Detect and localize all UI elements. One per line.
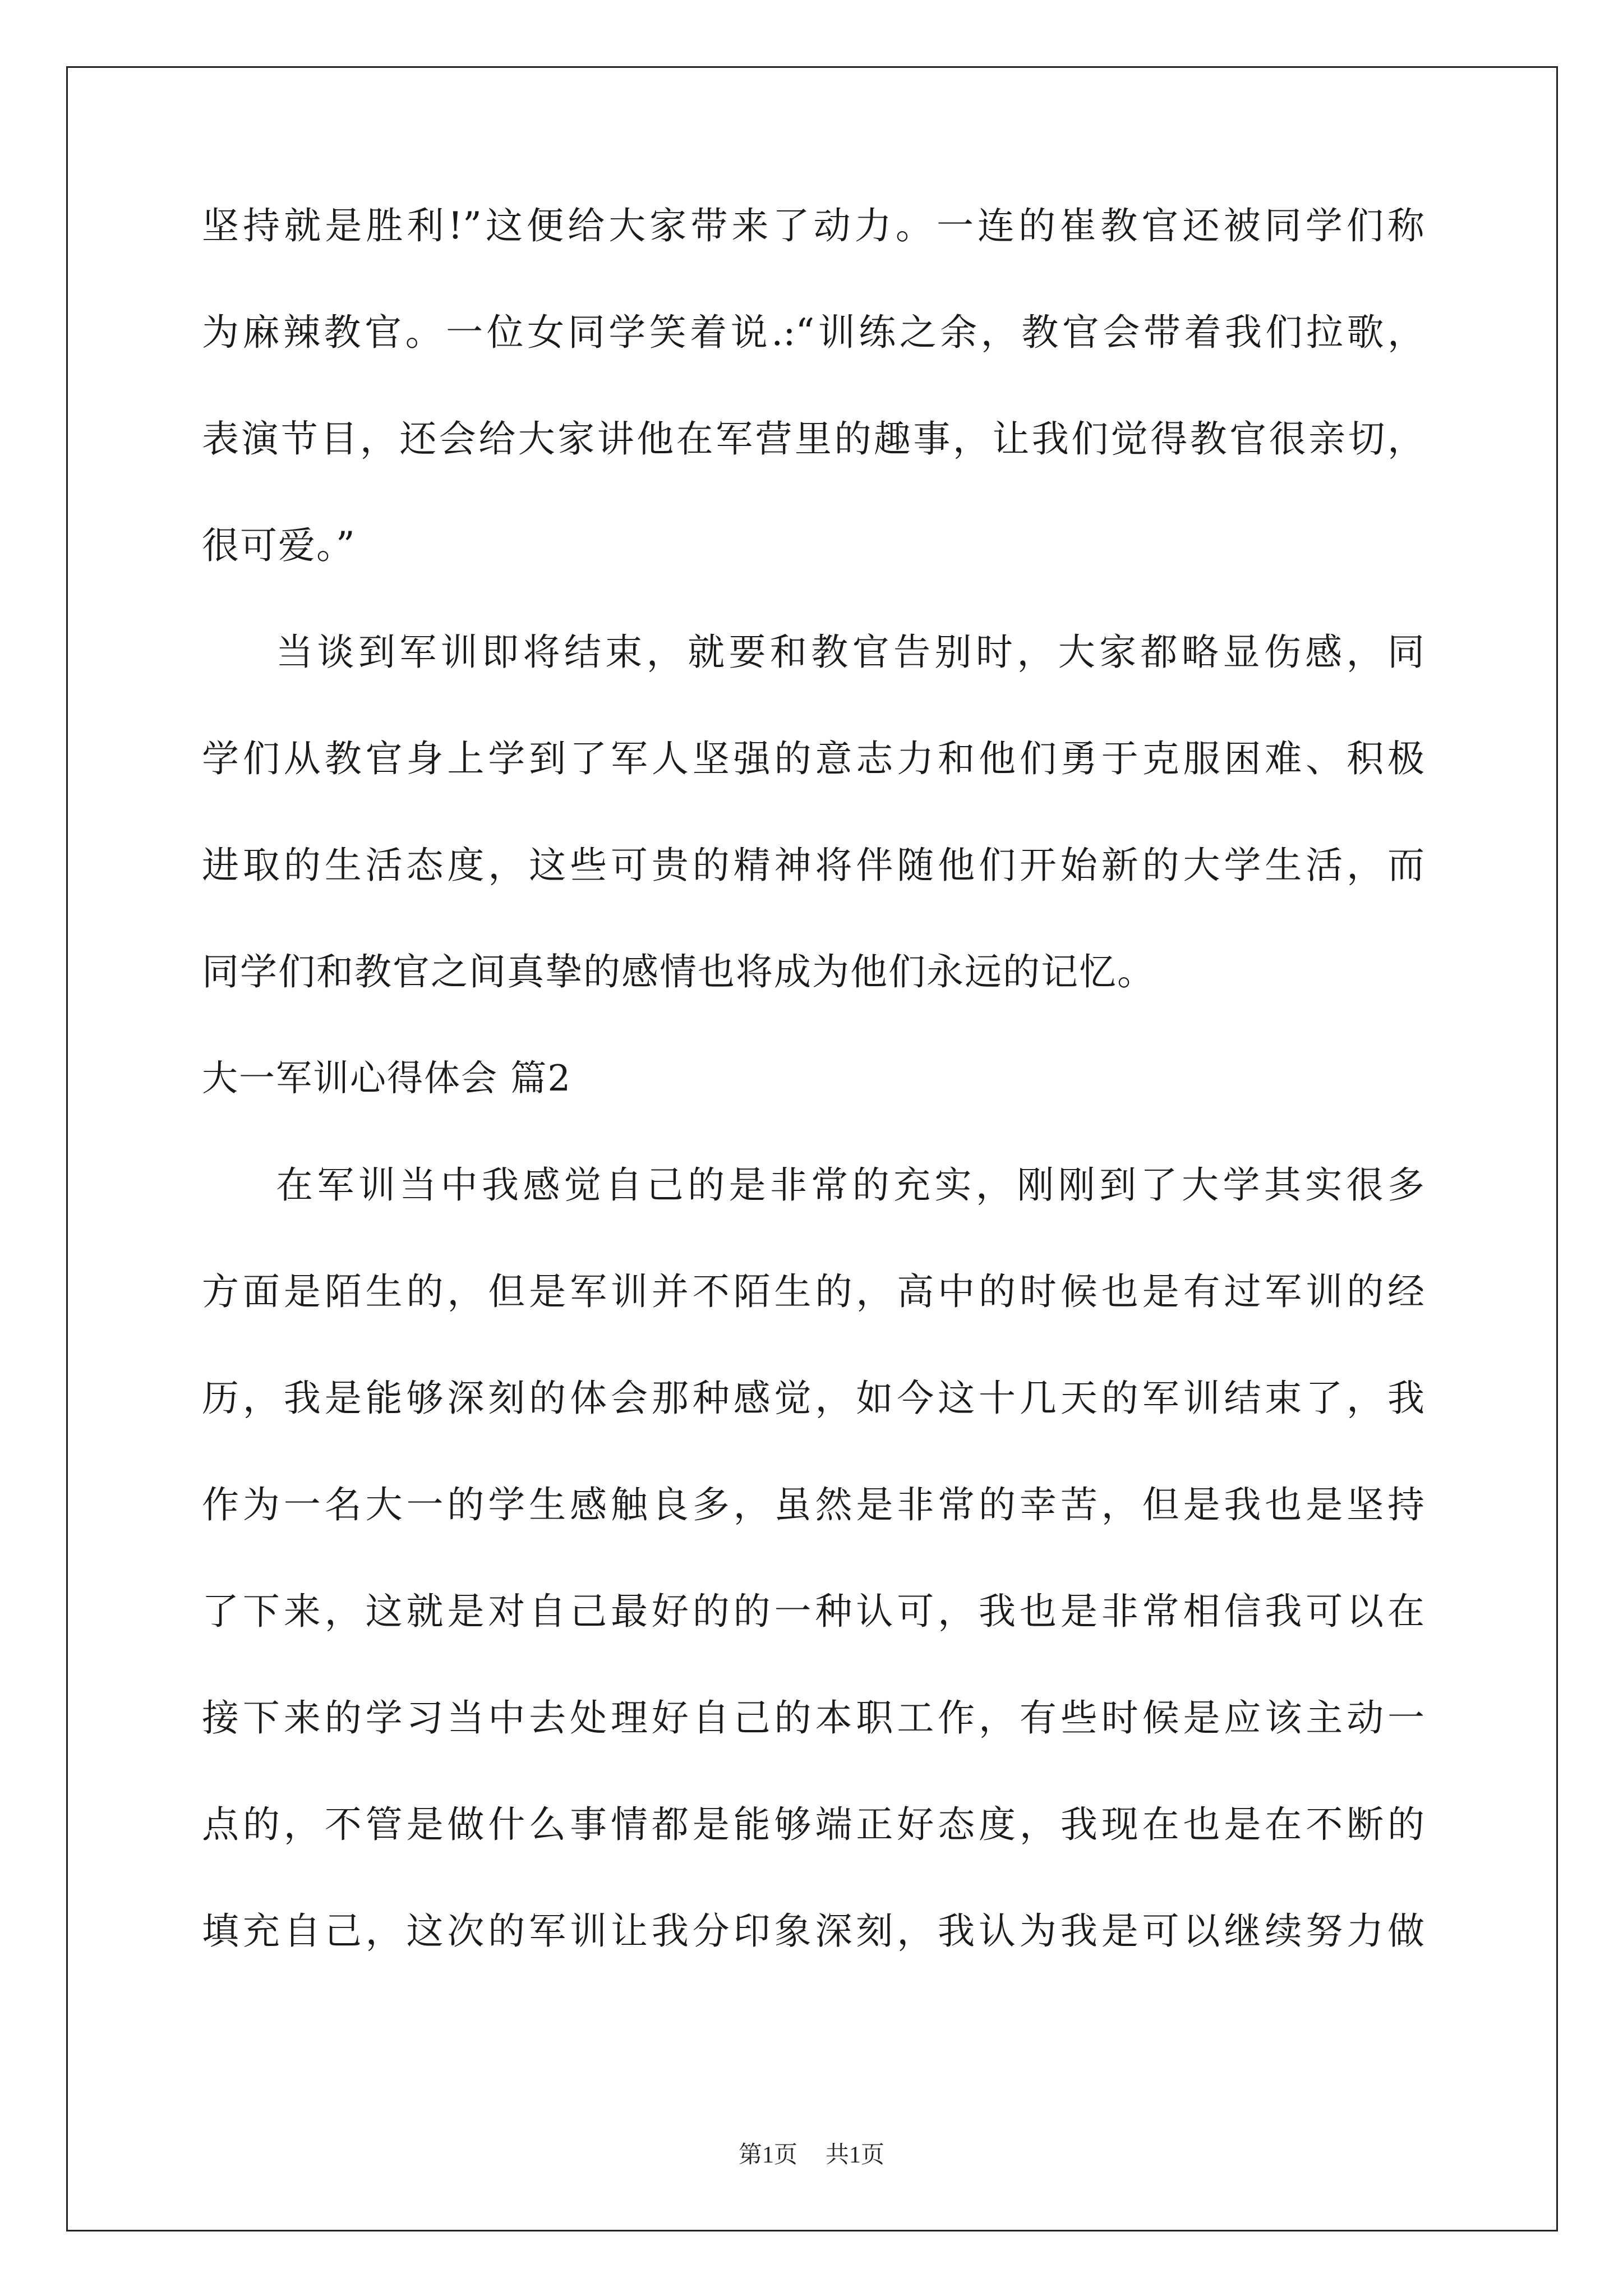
text-line: 坚持就是胜利!”这便给大家带来了动力。一连的崔教官还被同学们称 <box>202 204 1424 247</box>
text-line: 同学们和教官之间真挚的感情也将成为他们永远的记忆。 <box>202 950 1155 993</box>
text-line: 了下来，这就是对自己最好的的一种认可，我也是非常相信我可以在 <box>202 1590 1424 1633</box>
text-line: 历，我是能够深刻的体会那种感觉，如今这十几天的军训结束了，我 <box>202 1377 1424 1420</box>
page-number-total: 共1页 <box>826 2142 885 2168</box>
text-line: 接下来的学习当中去处理好自己的本职工作，有些时候是应该主动一 <box>202 1696 1424 1740</box>
document-body <box>202 204 1424 2019</box>
paragraph-first-line: 在军训当中我感觉自己的是非常的充实，刚刚到了大学其实很多 <box>276 1163 1424 1207</box>
text-line: 为麻辣教官。一位女同学笑着说.:“训练之余，教官会带着我们拉歌， <box>202 311 1424 354</box>
page-footer <box>0 2142 1623 2169</box>
text-line: 表演节目，还会给大家讲他在军营里的趣事，让我们觉得教官很亲切， <box>202 417 1424 461</box>
text-line: 点的，不管是做什么事情都是能够端正好态度，我现在也是在不断的 <box>202 1803 1424 1846</box>
text-line: 很可爱。” <box>202 524 356 567</box>
text-line: 填充自己，这次的军训让我分印象深刻，我认为我是可以继续努力做 <box>202 1910 1424 1953</box>
section-heading: 大一军训心得体会 篇2 <box>202 1058 572 1099</box>
text-line: 学们从教官身上学到了军人坚强的意志力和他们勇于克服困难、积极 <box>202 737 1424 780</box>
text-line: 方面是陌生的，但是军训并不陌生的，高中的时候也是有过军训的经 <box>202 1270 1424 1313</box>
text-line: 进取的生活态度，这些可贵的精神将伴随他们开始新的大学生活，而 <box>202 844 1424 887</box>
text-line: 作为一名大一的学生感触良多，虽然是非常的幸苦，但是我也是坚持 <box>202 1483 1424 1526</box>
page-number-current: 第1页 <box>738 2142 797 2168</box>
paragraph-first-line: 当谈到军训即将结束，就要和教官告别时，大家都略显伤感，同 <box>276 631 1424 674</box>
